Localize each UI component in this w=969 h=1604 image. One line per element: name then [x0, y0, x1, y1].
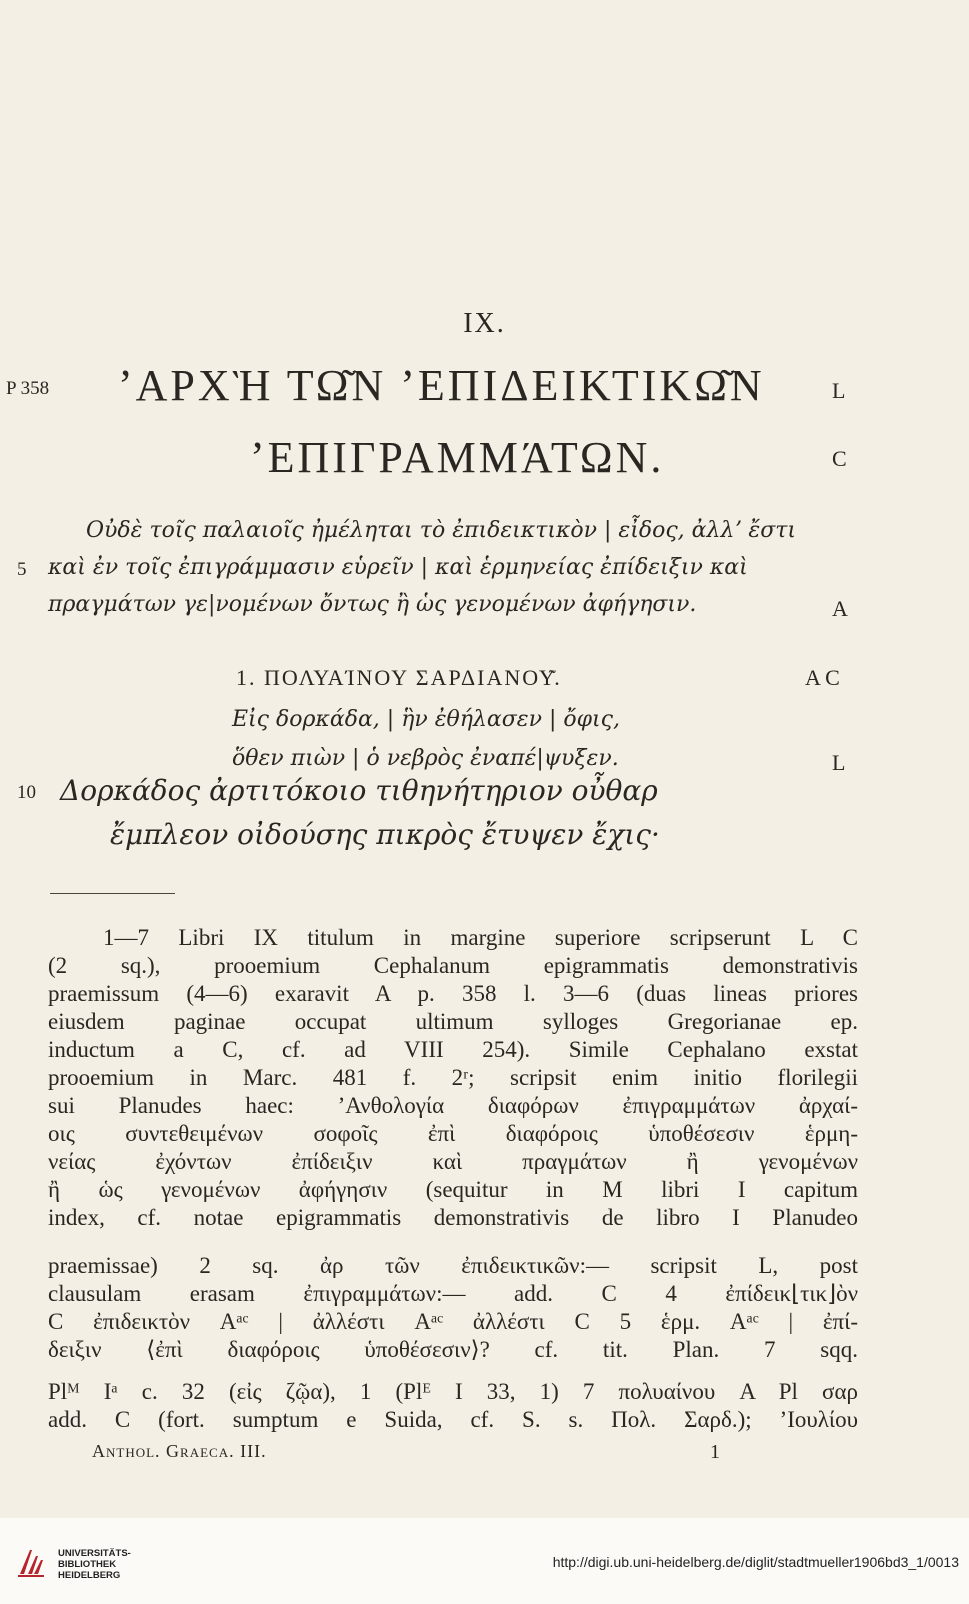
note-line-17: add. C (fort. sumptum e Suida, cf. S. s. Πολ. Σαρδ.); ʼΙουλίου — [48, 1407, 858, 1432]
library-name: UNIVERSITÄTS- BIBLIOTHEK HEIDELBERG — [58, 1548, 131, 1581]
library-logo-icon — [14, 1544, 48, 1580]
folio-number: 1 — [710, 1441, 720, 1463]
poem-heading-sigla: A C — [805, 665, 840, 690]
note-line-12: praemissae) 2 sq. ἀρ τῶν ἐπιδεικτικῶν:— scripsit L, post — [48, 1253, 858, 1278]
note-line-3: praemissum (4—6) exaravit A p. 358 l. 3—6 (duas lineas priores — [48, 981, 858, 1006]
note-line-2: (2 sq.), prooemium Cephalanum epigrammatis demonstrativis — [48, 953, 858, 978]
chapter-title-line-1: ʼΑΡΧῊ ΤΩ͂Ν ʼΕΠΙΔΕΙΚΤΙΚΩ͂Ν — [118, 361, 765, 410]
note-line-9: νείας ἐχόντων ἐπίδειξιν καὶ πραγμάτων ἢ γενομένων — [48, 1149, 858, 1174]
chapter-number: IX. — [463, 308, 506, 339]
verse-1: Δορκάδος ἀρτιτόκοιο τιθηνήτηριον οὖθαρ — [60, 774, 658, 807]
prooemium-line-2: καὶ ἐν τοῖς ἐπιγράμμασιν εὑρεῖν | καὶ ἑρμηνείας ἐπίδειξιν καὶ — [48, 555, 748, 580]
margin-siglum-c: C — [832, 446, 847, 471]
verse-2: ἔμπλεον οἰδούσης πικρὸς ἔτυψεν ἔχις· — [110, 818, 660, 851]
lemma-siglum-l: L — [832, 750, 846, 775]
footnote-rule — [50, 893, 175, 894]
note-line-7: sui Planudes haec: ʼΑνθολογία διαφόρων ἐπιγραμμάτων ἀρχαί- — [48, 1093, 858, 1118]
line-number-5: 5 — [17, 559, 27, 580]
note-line-4: eiusdem paginae occupat ultimum sylloges Gregorianae ep. — [48, 1009, 858, 1034]
margin-siglum-a: A — [832, 596, 848, 621]
note-line-8: οις συντεθειμένων σοφοῖς ἐπὶ διαφόροις ὑποθέσεσιν ἑρμη- — [48, 1121, 858, 1146]
note-line-1: 1—7 Libri IX titulum in margine superiore scripserunt L C — [103, 925, 858, 950]
lemma-line-2: ὅθεν πιὼν | ὁ νεβρὸς ἐναπέ|ψυξεν. — [232, 746, 619, 771]
page-reference: P 358 — [6, 378, 50, 399]
chapter-title-line-2: ʼΕΠΙΓΡΑΜΜΆΤΩΝ. — [250, 433, 665, 482]
poem-heading: 1. ΠΟΛΥΑΊΝΟΥ ΣΑΡΔΙΑΝΟΥ͂. — [236, 665, 562, 690]
note-line-10: ἢ ὡς γενομένων ἀφήγησιν (sequitur in M libri I capitum — [48, 1177, 858, 1202]
note-line-15: δειξιν ⟨ἐπὶ διαφόροις ὑποθέσεσιν⟩? cf. tit. Plan. 7 sqq. — [48, 1337, 858, 1362]
note-line-5: inductum a C, cf. ad VIII 254). Simile Cephalano exstat — [48, 1037, 858, 1062]
note-line-16: Plᴹ Iᵃ c. 32 (εἰς ζῷα), 1 (Plᴱ I 33, 1) 7 πολυαίνου A Pl σαρ — [48, 1379, 858, 1404]
note-line-13: clausulam erasam ἐπιγραμμάτων:— add. C 4 ἐπίδεικ⌊τικ⌋ὸν — [48, 1281, 858, 1306]
note-line-11: index, cf. notae epigrammatis demonstrativis de libro I Planudeo — [48, 1205, 858, 1230]
digitization-footer — [0, 1518, 969, 1604]
line-number-10: 10 — [17, 782, 36, 803]
prooemium-line-3: πραγμάτων γε|νομένων ὄντως ἢ ὡς γενομένων ἀφήγησιν. — [48, 592, 697, 617]
source-url-link[interactable]: http://digi.ub.uni-heidelberg.de/diglit/stadtmueller1906bd3_1/0013 — [552, 1554, 959, 1570]
note-line-14: C ἐπιδεικτὸν Aᵃᶜ | ἀλλέστι Aᵃᶜ ἀλλέστι C 5 ἑρμ. Aᵃᶜ | ἐπί- — [48, 1309, 858, 1334]
lemma-line-1: Εἰς δορκάδα, | ἣν ἐθήλασεν | ὄφις, — [232, 707, 620, 732]
running-footer: Anthol. Graeca. III. — [92, 1441, 267, 1461]
note-line-6: prooemium in Marc. 481 f. 2ʳ; scripsit enim initio florilegii — [48, 1065, 858, 1090]
prooemium-line-1: Οὐδὲ τοῖς παλαιοῖς ἠμέληται τὸ ἐπιδεικτικὸν | εἶδος, ἀλλʼ ἔστι — [86, 518, 797, 543]
margin-siglum-l: L — [832, 378, 846, 403]
